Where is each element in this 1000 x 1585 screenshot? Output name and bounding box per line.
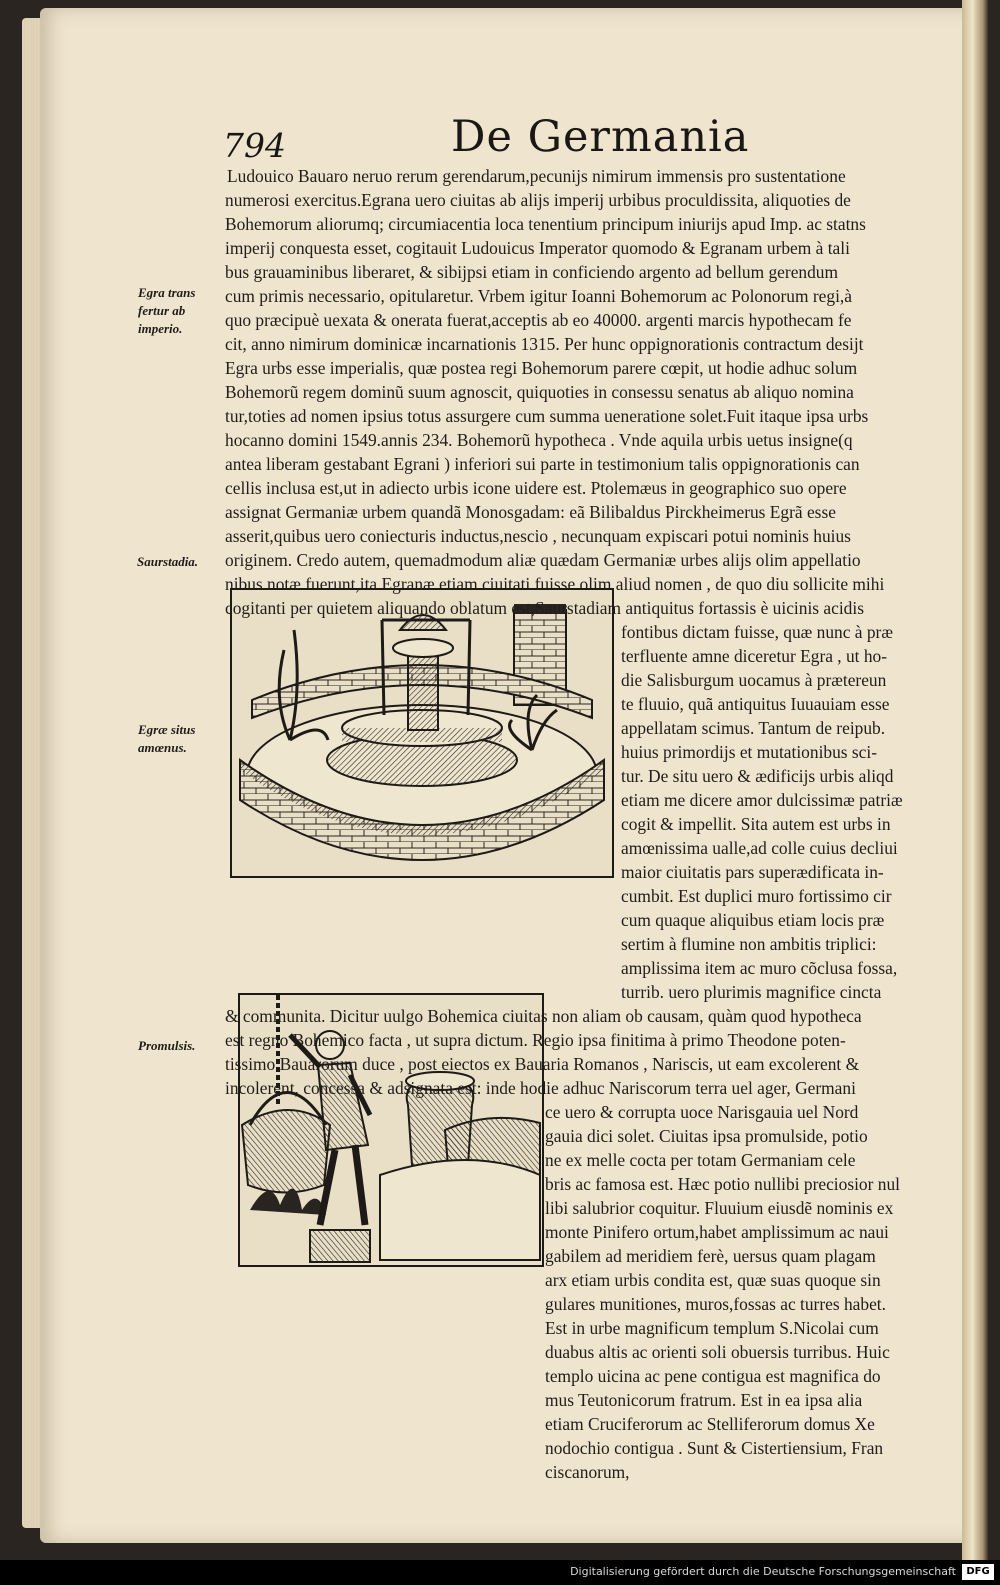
text-line: templo uicina ac pene contigua est magnifica do [545, 1366, 881, 1386]
text-line: Bohemorum aliorumq; circumiacentia loca tenentium principum iniurijs apud Imp. ac statns [225, 214, 866, 234]
text-line: hocanno domini 1549.annis 234. Bohemorũ hypotheca . Vnde aquila urbis uetus insigne(q [225, 430, 853, 450]
text-line: terfluente amne diceretur Egra , ut ho- [621, 646, 888, 666]
text-line: monte Pinifero ortum,habet amplissimum ac naui [545, 1222, 889, 1242]
sidenote-saurstadia: Saurstadia. [137, 554, 199, 569]
text-line: die Salisburgum uocamus à prætereun [621, 670, 887, 690]
text-line: cogitanti per quietem aliquando oblatum est,Saurstadiam antiquitus fortassis è uicinis acidis [225, 598, 864, 618]
fountain-woodcut-image [232, 590, 612, 876]
text-line: antea liberam gestabant Egrani ) inferiori sui parte in testimonium talis oppignorationis can [225, 454, 860, 474]
text-line: tissimo Bauarorum duce , post eiectos ex Bauaria Romanos , Nariscis, ut eam excolerent & [225, 1054, 860, 1074]
footer-bar [0, 1560, 1000, 1585]
text-line: tur,toties ad nomen ipsius totus assurgere cum summa ueneratione solet.Fuit itaque ipsa urbs [225, 406, 869, 426]
text-line: turrib. uero plurimis magnifice cincta [621, 982, 882, 1002]
text-line: cum quaque aliquibus etiam locis præ [621, 910, 885, 930]
text-line: Egra urbs esse imperialis, quæ postea regi Bohemorum parere cœpit, ut hodie adhuc solum [225, 358, 858, 378]
text-line: amplissima item ac muro cõclusa fossa, [621, 958, 898, 978]
funding-credit: Digitalisierung gefördert durch die Deutsche Forschungsgemeinschaft [570, 1565, 956, 1578]
text-line: cit, anno nimirum dominicæ incarnationis 1315. Per hunc oppignorationis contractum desijt [225, 334, 864, 354]
text-line: originem. Credo autem, quemadmodum aliæ quædam Germaniæ urbes alijs olim appellatio [225, 550, 861, 570]
text-line: gabilem ad meridiem ferè, uersus quam plagam [545, 1246, 876, 1266]
text-line: imperij conquesta esset, cogitauit Ludouicus Imperator quomodo & Egranam urbem à tali [225, 238, 850, 258]
dfg-logo: DFG [962, 1564, 994, 1580]
text-line: tur. De situ uero & ædificijs urbis aliqd [621, 766, 894, 786]
text-line: & communita. Dicitur uulgo Bohemica ciuitas non aliam ob causam, quàm quod hypotheca [225, 1006, 862, 1026]
page-header [218, 112, 918, 164]
text-line: gulares munitiones, muros,fossas ac turres habet. [545, 1294, 886, 1314]
text-line: fontibus dictam fuisse, quæ nunc à præ [621, 622, 893, 642]
text-line: cogit & impellit. Sita autem est urbs in [621, 814, 891, 834]
text-line: nibus notæ fuerunt,ita Egranæ etiam ciuitati fuisse olim aliud nomen , de quo diu sollicite mihi [225, 574, 885, 594]
woodcut-fountain-illustration [230, 588, 614, 878]
text-line: maior ciuitatis pars superædificata in- [621, 862, 884, 882]
text-line: Ludouico Bauaro neruo rerum gerendarum,pecunijs nimirum immensis pro sustentatione [227, 166, 846, 186]
text-line: Est in urbe magnificum templum S.Nicolai cum [545, 1318, 879, 1338]
page-number: 794 [223, 126, 286, 165]
text-line: mus Teutonicorum fratrum. Est in ea ipsa alia [545, 1390, 863, 1410]
text-line: cumbit. Est duplici muro fortissimo cir [621, 886, 892, 906]
text-line: bris ac famosa est. Hæc potio nullibi preciosior nul [545, 1174, 900, 1194]
text-line: te fluuio, quã antiquitus Iuuauiam esse [621, 694, 890, 714]
text-line: asserit,quibus uero coniecturis inductus,nescio , necunquam expiscari potui nominis huius [225, 526, 851, 546]
text-line: cum primis necessario, opitularetur. Vrbem igitur Ioanni Bohemorum ac Polonorum regi,à [225, 286, 852, 306]
book-right-edge [962, 0, 988, 1560]
text-line: est regno Bohemico facta , ut supra dictum. Regio ipsa finitima à primo Theodone poten- [225, 1030, 846, 1050]
running-title: De Germania [451, 112, 750, 162]
text-line: etiam Cruciferorum ac Stelliferorum domus Xe [545, 1414, 875, 1434]
text-line: cellis inclusa est,ut in adiecto urbis icone uidere est. Ptolemæus in geographico suo opere [225, 478, 847, 498]
text-line: gauia dici solet. Ciuitas ipsa promulside, potio [545, 1126, 868, 1146]
text-line: quo præcipuè uexata & onerata fuerat,acceptis ab eo 40000. argenti marcis hypothecam fe [225, 310, 852, 330]
text-line: etiam me dicere amor dulcissimæ patriæ [621, 790, 903, 810]
text-line: sertim à flumine non ambitis triplici: [621, 934, 877, 954]
sidenote-promulsis: Promulsis. [138, 1038, 196, 1053]
text-line: incolerent, concessa & adsignata est: inde hodie adhuc Nariscorum terra uel ager, Germani [225, 1078, 856, 1098]
text-line: ciscanorum, [545, 1462, 630, 1482]
text-line: appellatam scimus. Tantum de reipub. [621, 718, 886, 738]
text-line: bus grauaminibus liberaret, & sibijpsi etiam in conficiendo argento ad bellum gerendum [225, 262, 839, 282]
sidenote-egra: Egra trans fertur ab imperio. [138, 285, 196, 336]
text-line: ce uero & corrupta uoce Narisgauia uel Nord [545, 1102, 859, 1122]
text-line: Bohemorũ regem dominũ suum agnoscit, quiquoties in consessu senatus ab aliquo nomina [225, 382, 854, 402]
text-line: numerosi exercitus.Egrana uero ciuitas ab alijs imperij urbibus proculdissita, aliquoties de [225, 190, 851, 210]
text-line: assignat Germaniæ urbem quandã Monosgadam: eã Bilibaldus Pirckheimerus Egrã esse [225, 502, 836, 522]
text-line: ne ex melle cocta per totam Germaniam cele [545, 1150, 856, 1170]
text-line: arx etiam urbis condita est, quæ suas quoque sin [545, 1270, 881, 1290]
text-line: huius primordijs et mutationibus sci- [621, 742, 878, 762]
text-line: libi salubrior coquitur. Fluuium eiusdẽ nominis ex [545, 1198, 894, 1218]
text-line: duabus altis ac orienti soli obuersis turribus. Huic [545, 1342, 890, 1362]
text-line: amœnissima ualle,ad colle cuius decliui [621, 838, 898, 858]
sidenote-situs: Egræ situs amœnus. [138, 722, 196, 755]
text-line: nodochio contigua . Sunt & Cistertiensium, Fran [545, 1438, 884, 1458]
